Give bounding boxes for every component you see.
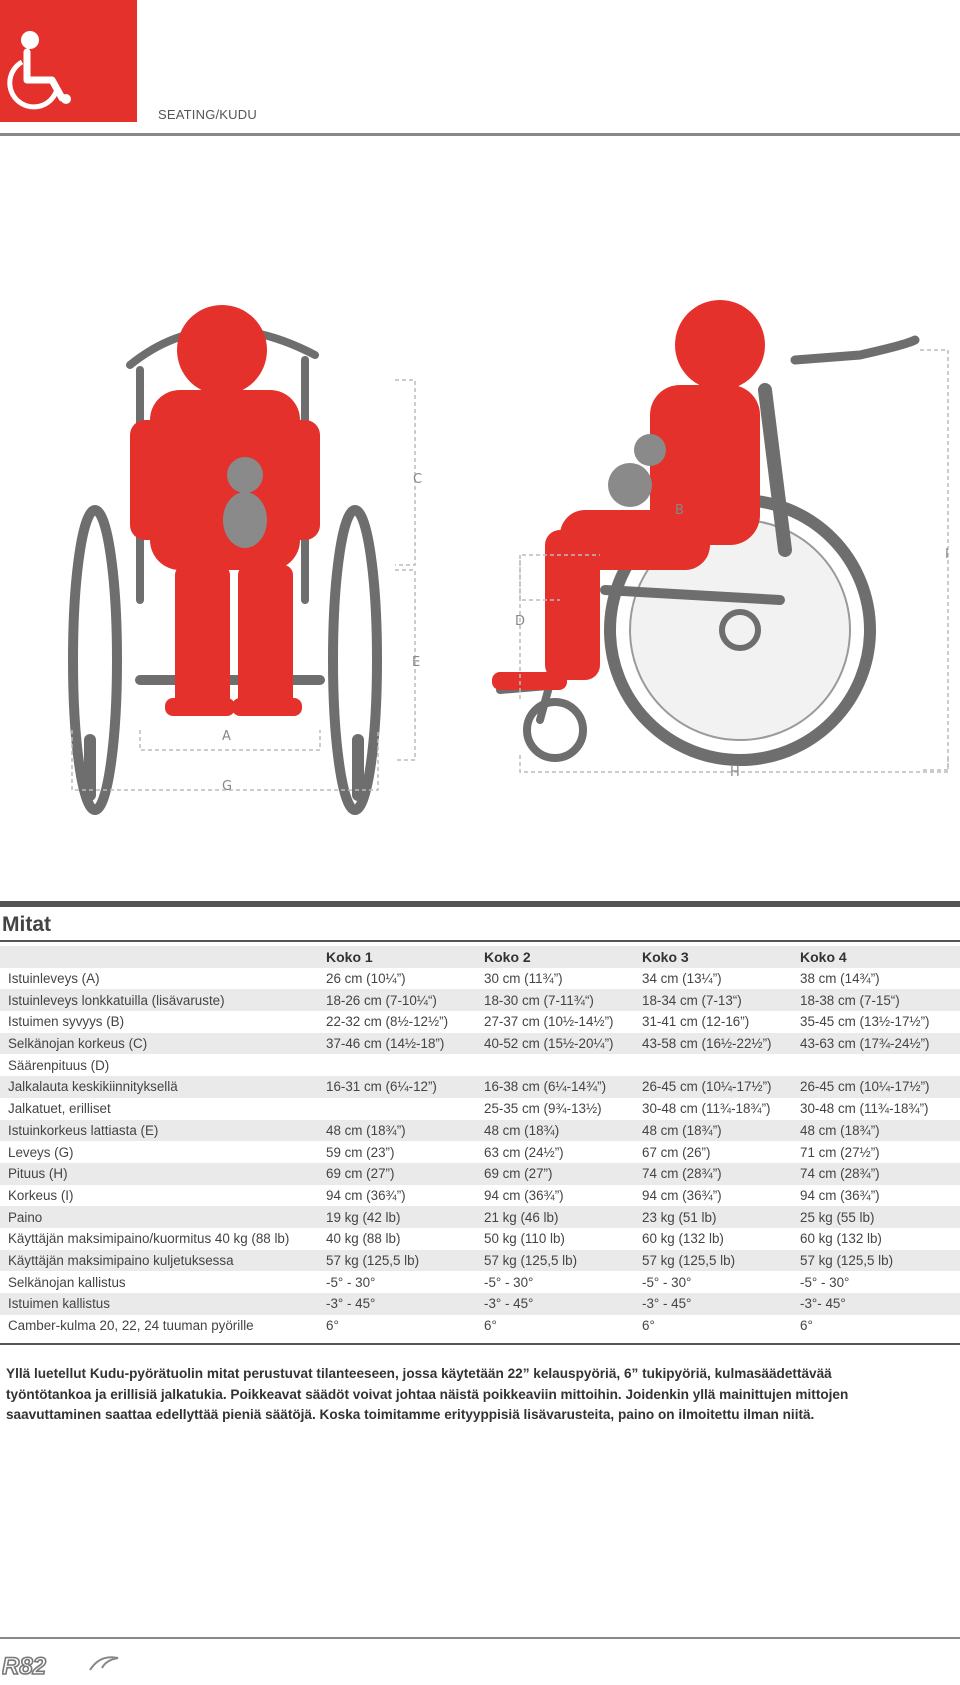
r82-logo-text: R82: [2, 1653, 47, 1680]
table-cell: 26 cm (10¼”): [326, 971, 406, 987]
label-d: D: [515, 614, 526, 629]
table-cell: 37-46 cm (14½-18”): [326, 1036, 445, 1052]
table-cell: 30 cm (11¾”): [484, 971, 563, 987]
table-cell: 48 cm (18¾”): [326, 1122, 406, 1138]
table-row: [0, 1293, 960, 1315]
section-divider: [0, 901, 960, 907]
row-label: Istuinkorkeus lattiasta (E): [8, 1122, 159, 1138]
table-cell: 40 kg (88 lb): [326, 1231, 401, 1247]
table-cell: -3° - 45°: [326, 1296, 376, 1312]
table-cell: -3° - 45°: [642, 1296, 692, 1312]
row-label: Jalkatuet, erilliset: [8, 1101, 111, 1117]
table-cell: 74 cm (28¾”): [800, 1166, 880, 1182]
table-cell: 48 cm (18¾): [484, 1122, 560, 1138]
table-cell: 18-34 cm (7-13“): [642, 992, 742, 1008]
specs-title: Mitat: [2, 913, 51, 936]
table-cell: 48 cm (18¾”): [642, 1122, 722, 1138]
table-cell: 6°: [484, 1318, 497, 1334]
wheelchair-logo-badge: [0, 0, 137, 122]
row-label: Paino: [8, 1209, 43, 1225]
table-cell: 25-35 cm (9¾-13½): [484, 1101, 602, 1117]
row-label: Pituus (H): [8, 1166, 68, 1182]
table-cell: 23 kg (51 lb): [642, 1209, 717, 1225]
row-label: Leveys (G): [8, 1144, 74, 1160]
table-cell: [318, 1098, 476, 1120]
table-cell: 40-52 cm (15½-20¼”): [484, 1036, 614, 1052]
table-row: [0, 1120, 960, 1142]
title-divider: [0, 940, 960, 942]
table-cell: 18-38 cm (7-15“): [800, 992, 900, 1008]
table-cell: 94 cm (36¾”): [326, 1187, 406, 1203]
row-label: Käyttäjän maksimipaino/kuormitus 40 kg (88 lb): [8, 1231, 290, 1247]
header-divider: [0, 133, 960, 136]
row-label: Jalkalauta keskikiinnityksellä: [8, 1079, 178, 1095]
table-cell: 6°: [800, 1318, 813, 1334]
table-cell: 30-48 cm (11¾-18¾”): [800, 1101, 929, 1117]
table-row: [0, 1098, 960, 1120]
table-cell: 31-41 cm (12-16”): [642, 1014, 750, 1030]
row-label: Istuimen syvyys (B): [8, 1014, 125, 1030]
specs-table: [0, 946, 960, 1336]
wheelchair-illustration: [0, 300, 960, 860]
table-cell: 59 cm (23”): [326, 1144, 395, 1160]
table-cell: 71 cm (27½”): [800, 1144, 880, 1160]
table-cell: -5° - 30°: [642, 1274, 692, 1290]
table-cell: 22-32 cm (8½-12½”): [326, 1014, 449, 1030]
table-row: [0, 968, 960, 990]
table-cell: 69 cm (27”): [484, 1166, 553, 1182]
table-row: [0, 1271, 960, 1293]
table-row: [0, 1163, 960, 1185]
table-cell: 35-45 cm (13½-17½”): [800, 1014, 930, 1030]
row-label: Camber-kulma 20, 22, 24 tuuman pyörille: [8, 1318, 254, 1334]
table-cell: 63 cm (24½”): [484, 1144, 564, 1160]
table-cell: [634, 1054, 792, 1076]
r82-logo: [2, 1650, 122, 1680]
label-i: I: [945, 547, 949, 562]
table-cell: 6°: [642, 1318, 655, 1334]
table-cell: 18-30 cm (7-11¾“): [484, 992, 594, 1008]
row-label: Istuimen kallistus: [8, 1296, 110, 1312]
row-label: Korkeus (I): [8, 1187, 74, 1203]
table-row: [0, 989, 960, 1011]
table-cell: 18-26 cm (7-10¼“): [326, 992, 437, 1008]
table-cell: 57 kg (125,5 lb): [642, 1252, 736, 1268]
table-cell: 25 kg (55 lb): [800, 1209, 875, 1225]
table-row: [0, 1206, 960, 1228]
wheelchair-icon: [0, 0, 137, 122]
table-cell: 57 kg (125,5 lb): [326, 1252, 420, 1268]
header-cell: Koko 2: [484, 948, 531, 965]
table-row: [0, 1076, 960, 1098]
table-cell: 67 cm (26”): [642, 1144, 711, 1160]
table-cell: 69 cm (27”): [326, 1166, 395, 1182]
table-cell: 60 kg (132 lb): [642, 1231, 724, 1247]
table-cell: 57 kg (125,5 lb): [800, 1252, 894, 1268]
table-cell: 94 cm (36¾”): [642, 1187, 722, 1203]
table-cell: 50 kg (110 lb): [484, 1231, 565, 1247]
table-cell: 26-45 cm (10¼-17½”): [642, 1079, 772, 1095]
row-label: Istuinleveys lonkkatuilla (lisävaruste): [8, 992, 225, 1008]
front-view-teddy: [223, 457, 267, 548]
footnote: Yllä luetellut Kudu-pyörätuolin mitat perustuvat tilanteeseen, jossa käytetään 22” kelauspyöriä, 6” tukipyöriä, kulmasäädettävää työntötankoa ja erillisiä jalkatukia. Poikkeavat säädöt voivat johtaa näistä poikkeaviin mittoihin. Joidenkin yllä mainittujen mittojen saavuttaminen saattaa edellyttää pieniä säätöjä. Koska toimitamme erityyppisiä lisävarusteita, paino on ilmoitettu ilman niitä.: [6, 1366, 849, 1422]
label-g: G: [222, 779, 233, 794]
row-label: Selkänojan kallistus: [8, 1274, 126, 1290]
section-label: SEATING/KUDU: [158, 107, 257, 122]
label-c: C: [413, 472, 423, 487]
table-cell: 16-38 cm (6¼-14¾”): [484, 1079, 607, 1095]
table-row: [0, 1054, 960, 1076]
table-cell: -5° - 30°: [800, 1274, 850, 1290]
header-cell: Koko 3: [642, 948, 689, 965]
table-row: [0, 1315, 960, 1337]
table-cell: 94 cm (36¾”): [484, 1187, 564, 1203]
row-label: Istuinleveys (A): [8, 971, 100, 987]
table-cell: -5° - 30°: [484, 1274, 534, 1290]
table-header-row: [0, 946, 960, 968]
table-cell: [476, 1054, 634, 1076]
table-cell: 48 cm (18¾”): [800, 1122, 880, 1138]
table-cell: 57 kg (125,5 lb): [484, 1252, 578, 1268]
table-row: [0, 1228, 960, 1250]
table-row: [0, 1250, 960, 1272]
footer-divider: [0, 1637, 960, 1639]
table-row: [0, 1185, 960, 1207]
header-cell: [0, 946, 318, 968]
row-label: Selkänojan korkeus (C): [8, 1036, 148, 1052]
table-cell: 16-31 cm (6¼-12”): [326, 1079, 437, 1095]
table-row: [0, 1141, 960, 1163]
label-e: E: [412, 655, 421, 670]
table-cell: 60 kg (132 lb): [800, 1231, 882, 1247]
label-h: H: [730, 765, 740, 780]
table-cell: 27-37 cm (10½-14½”): [484, 1014, 614, 1030]
row-label: Säärenpituus (D): [8, 1057, 110, 1073]
table-cell: 6°: [326, 1318, 339, 1334]
table-cell: 43-63 cm (17¾-24½”): [800, 1036, 930, 1052]
table-row: [0, 1033, 960, 1055]
row-label: Käyttäjän maksimipaino kuljetuksessa: [8, 1252, 234, 1268]
table-divider: [0, 1343, 960, 1345]
label-a: A: [222, 729, 231, 744]
table-cell: [792, 1054, 960, 1076]
table-cell: 43-58 cm (16½-22½”): [642, 1036, 772, 1052]
table-cell: 74 cm (28¾”): [642, 1166, 722, 1182]
table-cell: -3° - 45°: [484, 1296, 534, 1312]
label-b: B: [675, 503, 684, 518]
table-cell: -3°- 45°: [800, 1296, 846, 1312]
header-cell: Koko 4: [800, 948, 847, 965]
table-cell: 19 kg (42 lb): [326, 1209, 401, 1225]
table-cell: 26-45 cm (10¼-17½”): [800, 1079, 930, 1095]
table-cell: 94 cm (36¾”): [800, 1187, 880, 1203]
table-cell: [318, 1054, 476, 1076]
wheelchair-dimension-diagram: [0, 300, 960, 860]
table-cell: 38 cm (14¾”): [800, 971, 880, 987]
header-cell: Koko 1: [326, 948, 373, 965]
r82-logo-icon: [2, 1650, 122, 1680]
table-cell: 30-48 cm (11¾-18¾”): [642, 1101, 771, 1117]
table-cell: -5° - 30°: [326, 1274, 376, 1290]
table-row: [0, 1011, 960, 1033]
table-cell: 34 cm (13¼”): [642, 971, 722, 987]
table-cell: 21 kg (46 lb): [484, 1209, 559, 1225]
